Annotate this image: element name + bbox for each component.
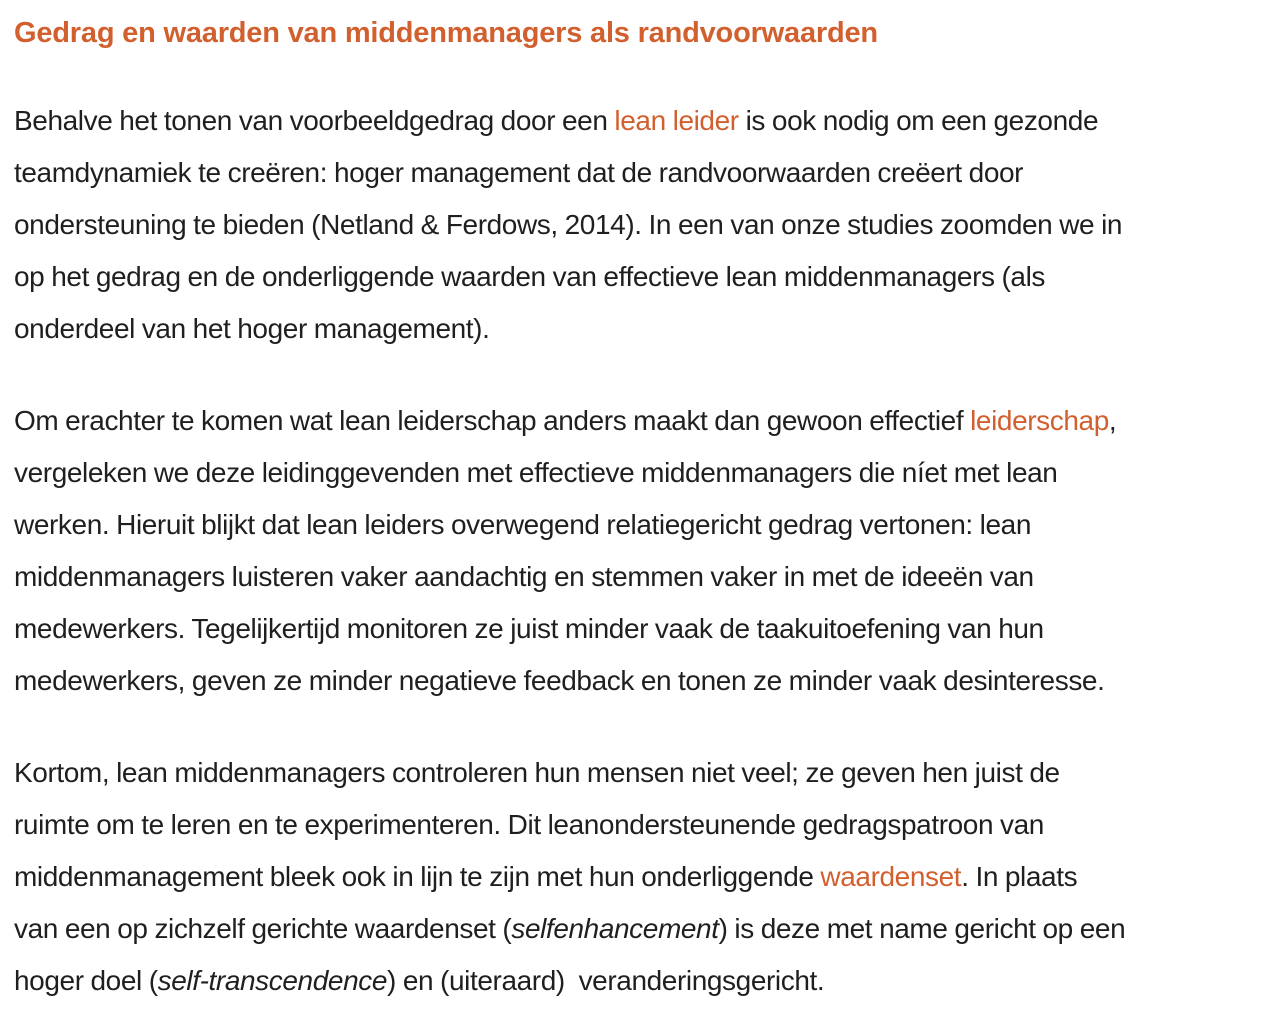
text-fragment: ,: [1108, 405, 1117, 436]
text-fragment: is ook nodig om een gezonde: [738, 105, 1099, 136]
paragraph-3-line-2: ruimte om te leren en te experimenteren. Dit leanondersteunende gedragspatroon van: [14, 809, 1044, 840]
paragraph-1-line-3: ondersteuning te bieden (Netland & Ferdows, 2014). In een van onze studies zoomden we in: [14, 209, 1123, 240]
paragraph-2-line-1: [14, 395, 1264, 447]
text-fragment: van een op zichzelf gerichte waardenset (: [14, 913, 512, 944]
italic-term-selfenhancement: selfenhancement: [511, 913, 719, 944]
paragraph-2-line-5: medewerkers. Tegelijkertijd monitoren ze juist minder vaak de taakuitoefening van hun: [14, 613, 1044, 644]
paragraph-3-line-4: [14, 903, 1264, 955]
link-leiderschap[interactable]: leiderschap: [970, 405, 1109, 436]
text-fragment: Om erachter te komen wat lean leiderschap anders maakt dan gewoon effectief: [14, 405, 971, 436]
text-fragment: ) en (uiteraard) veranderingsgericht.: [387, 965, 825, 996]
paragraph-1-line-1: [14, 95, 1264, 147]
paragraph-3: [14, 747, 1264, 1007]
text-fragment: middenmanagement bleek ook in lijn te zijn met hun onderliggende: [14, 861, 821, 892]
text-fragment: Behalve het tonen van voorbeeldgedrag door een: [14, 105, 615, 136]
paragraph-1-line-4: op het gedrag en de onderliggende waarden van effectieve lean middenmanagers (als: [14, 261, 1045, 292]
paragraph-3-line-3: [14, 851, 1264, 903]
paragraph-3-line-5: [14, 955, 1264, 1007]
italic-term-self-transcendence: self-transcendence: [157, 965, 388, 996]
paragraph-2-line-6: medewerkers, geven ze minder negatieve feedback en tonen ze minder vaak desinteresse.: [14, 665, 1105, 696]
text-fragment: hoger doel (: [14, 965, 158, 996]
section-heading: Gedrag en waarden van middenmanagers als randvoorwaarden: [14, 17, 878, 49]
paragraph-2-line-2: vergeleken we deze leidinggevenden met effectieve middenmanagers die níet met lean: [14, 457, 1058, 488]
paragraph-1: [14, 95, 1264, 355]
text-fragment: ) is deze met name gericht op een: [718, 913, 1126, 944]
paragraph-3-line-1: Kortom, lean middenmanagers controleren hun mensen niet veel; ze geven hen juist de: [14, 757, 1060, 788]
paragraph-2-line-3: werken. Hieruit blijkt dat lean leiders overwegend relatiegericht gedrag vertonen: lean: [14, 509, 1032, 540]
paragraph-1-line-2: teamdynamiek te creëren: hoger management dat de randvoorwaarden creëert door: [14, 157, 1024, 188]
paragraph-1-line-5: onderdeel van het hoger management).: [14, 313, 490, 344]
paragraph-2: [14, 395, 1264, 707]
text-fragment: . In plaats: [961, 861, 1078, 892]
link-waardenset[interactable]: waardenset: [820, 861, 962, 892]
article: [14, 0, 1264, 1007]
link-lean-leider[interactable]: lean leider: [614, 105, 739, 136]
paragraph-2-line-4: middenmanagers luisteren vaker aandachtig en stemmen vaker in met de ideeën van: [14, 561, 1034, 592]
